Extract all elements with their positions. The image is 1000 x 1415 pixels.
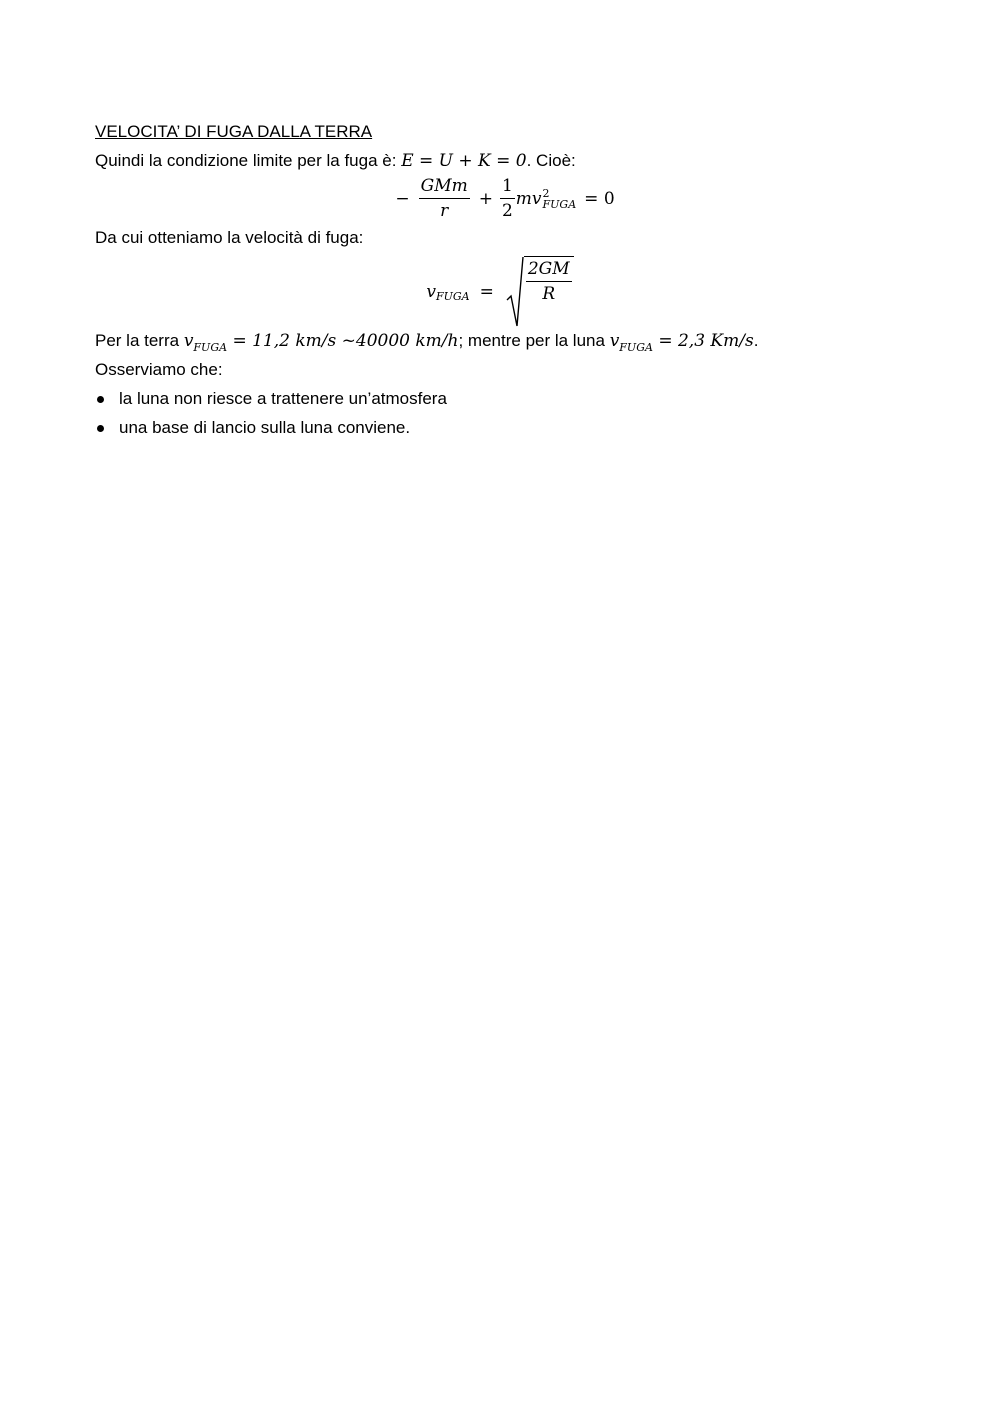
gmm-fraction [419, 176, 470, 221]
moon-velocity-value: = 2,3 Km/s [652, 331, 754, 351]
intro-text: Quindi la condizione limite per la fuga è: [95, 151, 402, 170]
half-numerator: 1 [500, 176, 515, 199]
equals-sign: = [479, 282, 494, 302]
intro-line [95, 150, 576, 172]
moon-prefix: ; mentre per la luna [458, 331, 610, 350]
radicand-fraction [526, 259, 572, 304]
section-title: VELOCITA’ DI FUGA DALLA TERRA [95, 122, 373, 141]
energy-equation [0, 176, 1000, 221]
bullet-item: la luna non riesce a trattenere un’atmosfera [119, 389, 447, 408]
earth-velocity-subscript: FUGA [193, 341, 228, 354]
plus-sign: + [478, 188, 493, 209]
kinetic-term: mv [515, 188, 542, 209]
radicand-numerator: 2GM [526, 259, 572, 282]
earth-velocity-value: = 11,2 km/s ~40000 km/h [227, 331, 459, 351]
bullet-marker [95, 388, 105, 398]
fraction-denominator: r [440, 201, 449, 221]
observations-label: Osserviamo che: [95, 360, 223, 379]
energy-formula: E = U + K = 0 [401, 151, 527, 171]
bullet-marker [95, 417, 105, 427]
sqrt-icon [506, 256, 524, 328]
exponent: 2 [542, 186, 550, 200]
values-line [95, 330, 758, 354]
bullet-item: una base di lancio sulla luna conviene. [119, 418, 411, 437]
minus-sign: − [395, 188, 410, 209]
velocity-subscript: FUGA [435, 289, 470, 303]
earth-prefix: Per la terra [95, 331, 184, 350]
derivation-text: Da cui otteniamo la velocità di fuga: [95, 228, 364, 247]
velocity-symbol: v [426, 282, 436, 302]
half-fraction [500, 176, 515, 221]
moon-velocity-symbol: v [609, 331, 620, 351]
sqrt-radicand [524, 256, 574, 328]
earth-velocity-symbol: v [183, 331, 194, 351]
moon-velocity-subscript: FUGA [619, 341, 653, 354]
square-root [506, 256, 574, 328]
subscript: FUGA [542, 197, 577, 211]
equals-zero: = 0 [584, 188, 615, 209]
half-denominator: 2 [501, 201, 513, 221]
values-suffix: . [753, 331, 759, 350]
radicand-denominator: R [542, 284, 556, 304]
kinetic-indices [543, 188, 577, 210]
intro-suffix: . Cioè: [526, 151, 576, 170]
fraction-numerator: GMm [419, 176, 470, 199]
escape-velocity-equation [0, 256, 1000, 328]
